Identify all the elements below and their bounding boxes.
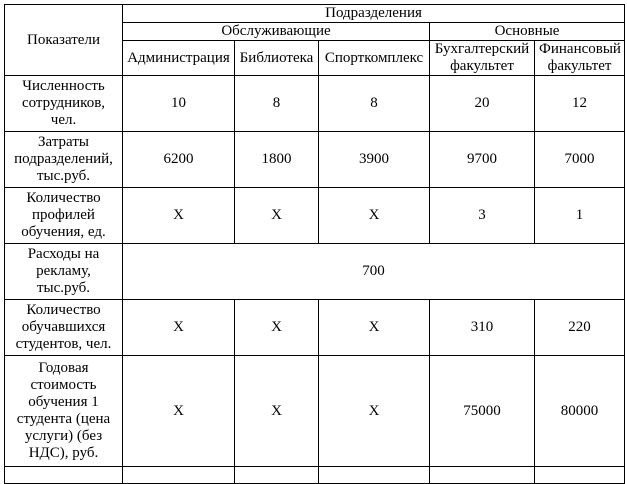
table-row [5,188,625,244]
data-table [4,4,625,484]
cell-value: 220 [535,300,625,356]
dept-administration: Администрация [123,41,235,76]
dept-accounting-faculty: Бухгалтерский факультет [430,41,535,76]
cell-value: 6200 [123,132,235,188]
cell-value: 8 [235,76,319,132]
header-indicators: Показатели [5,5,123,76]
dept-finance-faculty: Финансовый факультет [535,41,625,76]
cell-value: X [235,300,319,356]
cell-value: X [123,188,235,244]
cell-value: 1800 [235,132,319,188]
cell-value: 9700 [430,132,535,188]
header-serving: Обслуживающие [123,23,430,41]
cell-value: 1 [535,188,625,244]
row-label: Годовая стоимость обучения 1 студента (цена услуги) (без НДС), руб. [5,356,123,467]
cell-value: 8 [319,76,430,132]
cell-value: 12 [535,76,625,132]
cell-value: X [319,188,430,244]
table-row [5,132,625,188]
header-main: Основные [430,23,625,41]
header-departments: Подразделения [123,5,625,23]
cell-value: X [235,188,319,244]
cell-value: 3 [430,188,535,244]
cell-value: X [319,300,430,356]
table-row [5,356,625,467]
dept-sports-complex: Спорткомплекс [319,41,430,76]
table-row [5,300,625,356]
cell-value: X [123,356,235,467]
table-row [5,244,625,300]
cell-value: 3900 [319,132,430,188]
table-row [5,76,625,132]
cell-value: X [235,356,319,467]
row-label: Количество профилей обучения, ед. [5,188,123,244]
cell-value: 80000 [535,356,625,467]
cell-value: 75000 [430,356,535,467]
row-label: Расходы на рекламу, тыс.руб. [5,244,123,300]
cell-value: 20 [430,76,535,132]
cell-value: X [123,300,235,356]
dept-library: Библиотека [235,41,319,76]
cell-value: 7000 [535,132,625,188]
cell-value: X [319,356,430,467]
cell-value-merged: 700 [123,244,625,300]
row-label: Затраты подразделений, тыс.руб. [5,132,123,188]
cell-value: 310 [430,300,535,356]
row-label: Численность сотрудников, чел. [5,76,123,132]
row-label: Количество обучавшихся студентов, чел. [5,300,123,356]
cell-value: 10 [123,76,235,132]
